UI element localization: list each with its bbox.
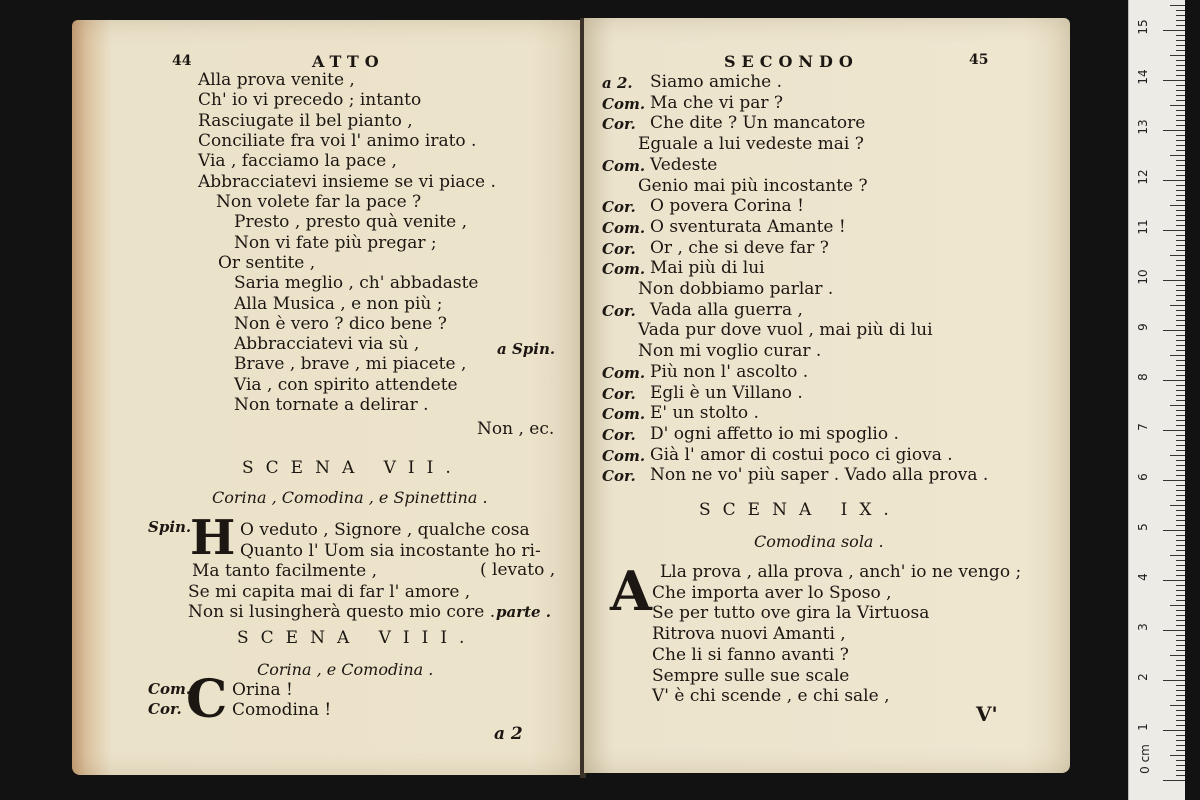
ruler-tick <box>1176 215 1185 216</box>
ruler-tick <box>1176 410 1185 411</box>
ruler-tick <box>1176 725 1185 726</box>
speaker-label: Cor. <box>602 198 636 217</box>
verse-line: Brave , brave , mi piacete , <box>234 354 467 375</box>
speaker-label: Com. <box>602 218 646 237</box>
ruler-label: 0 cm <box>1138 744 1152 774</box>
verse-line: Abbracciatevi insieme se vi piace . <box>198 171 496 192</box>
ruler-tick <box>1176 440 1185 441</box>
ruler-tick <box>1176 165 1185 166</box>
dialogue-line: Non mi voglio curar . <box>638 341 822 362</box>
ruler-tick <box>1176 710 1185 711</box>
ruler-tick <box>1176 500 1185 501</box>
speaker-label: Com. <box>602 156 646 175</box>
ruler-tick <box>1176 610 1185 611</box>
ruler-tick <box>1176 395 1185 396</box>
stage-direction-non-ec: Non , ec. <box>477 419 555 439</box>
measuring-ruler <box>1128 0 1185 800</box>
ruler-tick <box>1176 60 1185 61</box>
verse-line: Che importa aver lo Sposo , <box>652 582 892 603</box>
ruler-tick <box>1176 470 1185 471</box>
speaker-label: Com. <box>602 405 646 424</box>
verse-line: Saria meglio , ch' abbadaste <box>234 273 479 294</box>
scene-8-line-1: Orina ! <box>232 680 293 700</box>
ruler-tick <box>1163 480 1185 481</box>
ruler-tick <box>1176 390 1185 391</box>
stage-direction-levato: ( levato , <box>480 560 556 580</box>
ruler-tick <box>1176 385 1185 386</box>
ruler-tick <box>1176 495 1185 496</box>
page-number-right: 45 <box>969 52 989 68</box>
ruler-tick <box>1176 20 1185 21</box>
ruler-tick <box>1176 220 1185 221</box>
verse-line: Non è vero ? dico bene ? <box>234 313 447 334</box>
ruler-tick <box>1176 325 1185 326</box>
ruler-label: 12 <box>1136 169 1150 185</box>
ruler-tick <box>1176 420 1185 421</box>
ruler-tick <box>1176 685 1185 686</box>
ruler-tick <box>1176 465 1185 466</box>
ruler-tick <box>1176 195 1185 196</box>
ruler-tick <box>1170 655 1185 656</box>
ruler-tick <box>1176 740 1185 741</box>
drop-cap-a: A <box>610 559 652 623</box>
dialogue-line: Or , che si deve far ? <box>650 237 829 258</box>
ruler-tick <box>1176 365 1185 366</box>
speaker-label: Com. <box>602 94 646 113</box>
verse-line: Non volete far la pace ? <box>216 192 422 212</box>
scene-9-heading: SCENA IX. <box>699 500 901 520</box>
ruler-tick <box>1176 450 1185 451</box>
ruler-tick <box>1176 270 1185 271</box>
ruler-tick <box>1176 265 1185 266</box>
ruler-tick <box>1176 540 1185 541</box>
verse-line: Sempre sulle sue scale <box>652 665 850 686</box>
ruler-label: 7 <box>1136 423 1150 431</box>
dialogue-line: Vada pur dove vuol , mai più di lui <box>638 320 933 341</box>
ruler-tick <box>1176 100 1185 101</box>
ruler-tick <box>1176 345 1185 346</box>
ruler-tick <box>1176 25 1185 26</box>
ruler-tick <box>1176 70 1185 71</box>
ruler-tick <box>1176 45 1185 46</box>
verse-line: V' è chi scende , e chi sale , <box>652 686 890 707</box>
ruler-tick <box>1176 400 1185 401</box>
dialogue-line: Mai più di lui <box>650 258 765 279</box>
speaker-com: Com. <box>148 680 192 698</box>
scene-8-heading: SCENA VIII. <box>237 628 477 648</box>
dialogue-line: O povera Corina ! <box>650 196 804 217</box>
ruler-tick <box>1176 570 1185 571</box>
verse-line: Conciliate fra voi l' animo irato . <box>198 130 477 151</box>
verse-line: Abbracciatevi via sù , <box>234 334 420 355</box>
ruler-tick <box>1170 705 1185 706</box>
ruler-tick <box>1176 765 1185 766</box>
drop-cap-h: H <box>190 510 236 566</box>
ruler-tick <box>1170 155 1185 156</box>
ruler-label: 14 <box>1136 69 1150 85</box>
speaker-label: Cor. <box>602 467 636 486</box>
ruler-tick <box>1176 140 1185 141</box>
dialogue-line: Siamo amiche . <box>650 72 783 92</box>
ruler-tick <box>1163 180 1185 181</box>
ruler-tick <box>1176 295 1185 296</box>
ruler-tick <box>1176 300 1185 301</box>
ruler-tick <box>1176 635 1185 636</box>
ruler-tick <box>1176 475 1185 476</box>
ruler-tick <box>1176 35 1185 36</box>
ruler-tick <box>1163 580 1185 581</box>
ruler-tick <box>1163 680 1185 681</box>
ruler-tick <box>1176 170 1185 171</box>
scene-8-line-2: Comodina ! <box>232 700 332 720</box>
ruler-tick <box>1176 125 1185 126</box>
verse-line: Non vi fate più pregar ; <box>234 232 437 253</box>
ruler-tick <box>1163 230 1185 231</box>
ruler-tick <box>1163 780 1185 781</box>
verse-line: Via , facciamo la pace , <box>198 151 397 172</box>
ruler-tick <box>1170 305 1185 306</box>
ruler-tick <box>1176 525 1185 526</box>
drop-cap-c: C <box>186 669 228 730</box>
dialogue-line: Non dobbiamo parlar . <box>638 279 834 299</box>
speaker-label: a 2. <box>602 74 633 92</box>
running-header-right: SECONDO <box>724 52 859 71</box>
ruler-tick <box>1176 735 1185 736</box>
ruler-tick <box>1176 335 1185 336</box>
dialogue-line: D' ogni affetto io mi spoglio . <box>650 423 899 444</box>
ruler-tick <box>1176 670 1185 671</box>
ruler-tick <box>1170 205 1185 206</box>
ruler-tick <box>1176 10 1185 11</box>
ruler-tick <box>1170 405 1185 406</box>
ruler-tick <box>1176 370 1185 371</box>
stage-direction-parte: parte . <box>496 603 552 621</box>
ruler-tick <box>1176 585 1185 586</box>
ruler-tick <box>1163 80 1185 81</box>
ruler-tick <box>1176 575 1185 576</box>
verse-line: Se mi capita mai di far l' amore , <box>188 581 471 602</box>
ruler-tick <box>1176 485 1185 486</box>
verse-line: Presto , presto quà venite , <box>234 212 468 233</box>
ruler-tick <box>1176 700 1185 701</box>
speaker-label: Com. <box>602 260 646 279</box>
ruler-tick <box>1176 565 1185 566</box>
ruler-tick <box>1176 160 1185 161</box>
ruler-tick <box>1176 75 1185 76</box>
ruler-tick <box>1176 225 1185 226</box>
ruler-tick <box>1163 130 1185 131</box>
ruler-label: 6 <box>1136 473 1150 481</box>
ruler-tick <box>1176 185 1185 186</box>
running-header-left: ATTO <box>312 52 385 71</box>
ruler-tick <box>1176 460 1185 461</box>
ruler-tick <box>1163 380 1185 381</box>
speaker-cor: Cor. <box>148 700 182 718</box>
ruler-tick <box>1176 360 1185 361</box>
ruler-tick <box>1176 245 1185 246</box>
ruler-tick <box>1176 260 1185 261</box>
ruler-tick <box>1163 30 1185 31</box>
ruler-tick <box>1176 200 1185 201</box>
ruler-tick <box>1170 455 1185 456</box>
ruler-tick <box>1176 85 1185 86</box>
ruler-label: 10 <box>1136 269 1150 285</box>
ruler-tick <box>1163 280 1185 281</box>
ruler-tick <box>1170 5 1185 6</box>
ruler-tick <box>1176 660 1185 661</box>
verse-line: O veduto , Signore , qualche cosa <box>240 520 530 540</box>
verse-line: Ma tanto facilmente , <box>192 561 377 582</box>
dialogue-line: Che dite ? Un mancatore <box>650 113 866 134</box>
ruler-tick <box>1163 430 1185 431</box>
ruler-label: 13 <box>1136 119 1150 135</box>
scene-9-characters: Comodina sola . <box>754 532 884 551</box>
ruler-tick <box>1176 550 1185 551</box>
ruler-tick <box>1176 640 1185 641</box>
speaker-label: Cor. <box>602 301 636 320</box>
ruler-tick <box>1176 600 1185 601</box>
speaker-label: Com. <box>602 363 646 382</box>
ruler-tick <box>1176 135 1185 136</box>
ruler-tick <box>1176 535 1185 536</box>
ruler-tick <box>1176 95 1185 96</box>
ruler-tick <box>1176 620 1185 621</box>
verse-line: Che li si fanno avanti ? <box>652 644 849 665</box>
ruler-tick <box>1176 625 1185 626</box>
right-page <box>584 18 1070 773</box>
ruler-tick <box>1176 310 1185 311</box>
verse-line: Alla Musica , e non più ; <box>234 293 443 314</box>
ruler-tick <box>1176 775 1185 776</box>
ruler-tick <box>1176 415 1185 416</box>
ruler-tick <box>1176 115 1185 116</box>
ruler-tick <box>1163 330 1185 331</box>
ruler-tick <box>1176 350 1185 351</box>
ruler-tick <box>1176 615 1185 616</box>
speaker-label: Cor. <box>602 239 636 258</box>
ruler-tick <box>1176 320 1185 321</box>
verse-line: Ch' io vi precedo ; intanto <box>198 90 422 111</box>
ruler-tick <box>1176 425 1185 426</box>
ruler-tick <box>1176 490 1185 491</box>
ruler-tick <box>1176 745 1185 746</box>
ruler-tick <box>1176 510 1185 511</box>
speaker-label: Cor. <box>602 384 636 403</box>
ruler-tick <box>1176 90 1185 91</box>
ruler-tick <box>1170 605 1185 606</box>
dialogue-line: Vada alla guerra , <box>650 299 803 320</box>
dialogue-line: Egli è un Villano . <box>650 382 803 403</box>
ruler-tick <box>1176 40 1185 41</box>
stage-direction-a-spin: a Spin. <box>497 340 556 358</box>
left-page <box>72 20 582 775</box>
scene-7-heading: SCENA VII. <box>242 458 463 478</box>
speaker-label: Com. <box>602 446 646 465</box>
ruler-label: 4 <box>1136 573 1150 581</box>
ruler-tick <box>1176 595 1185 596</box>
ruler-tick <box>1176 695 1185 696</box>
ruler-tick <box>1176 760 1185 761</box>
ruler-tick <box>1176 545 1185 546</box>
ruler-tick <box>1176 340 1185 341</box>
ruler-label: 3 <box>1136 623 1150 631</box>
ruler-tick <box>1176 770 1185 771</box>
catchword-left: a 2 <box>494 724 523 744</box>
ruler-tick <box>1163 630 1185 631</box>
ruler-tick <box>1176 290 1185 291</box>
speaker-label: Cor. <box>602 115 636 134</box>
dialogue-line: Eguale a lui vedeste mai ? <box>638 134 864 155</box>
ruler-label: 1 <box>1136 723 1150 731</box>
ruler-tick <box>1176 650 1185 651</box>
ruler-label: 11 <box>1136 219 1150 235</box>
verse-line: Non tornate a delirar . <box>234 395 429 415</box>
scene-8-characters: Corina , e Comodina . <box>257 660 434 679</box>
ruler-label: 9 <box>1136 323 1150 331</box>
ruler-tick <box>1170 255 1185 256</box>
verse-line: Lla prova , alla prova , anch' io ne vengo ; <box>660 562 1022 582</box>
ruler-tick <box>1176 145 1185 146</box>
dialogue-line: Vedeste <box>650 154 718 175</box>
dialogue-line: O sventurata Amante ! <box>650 216 846 237</box>
ruler-label: 5 <box>1136 523 1150 531</box>
dialogue-line: Ma che vi par ? <box>650 92 783 113</box>
ruler-tick <box>1176 15 1185 16</box>
ruler-tick <box>1176 720 1185 721</box>
dialogue-line: Già l' amor di costui poco ci giova . <box>650 444 953 465</box>
verse-line: Se per tutto ove gira la Virtuosa <box>652 603 930 624</box>
ruler-tick <box>1176 240 1185 241</box>
ruler-tick <box>1176 285 1185 286</box>
ruler-tick <box>1176 65 1185 66</box>
ruler-tick <box>1170 355 1185 356</box>
ruler-tick <box>1176 750 1185 751</box>
ruler-tick <box>1176 675 1185 676</box>
ruler-tick <box>1176 520 1185 521</box>
verse-line: Via , con spirito attendete <box>234 374 458 395</box>
verse-line: Ritrova nuovi Amanti , <box>652 624 846 645</box>
ruler-tick <box>1176 715 1185 716</box>
dialogue-line: E' un stolto . <box>650 403 759 424</box>
ruler-tick <box>1176 250 1185 251</box>
ruler-tick <box>1176 590 1185 591</box>
ruler-tick <box>1170 555 1185 556</box>
verse-line: Or sentite , <box>218 252 316 273</box>
ruler-tick <box>1176 315 1185 316</box>
page-number-left: 44 <box>172 53 192 69</box>
dialogue-line: Più non l' ascolto . <box>650 361 809 382</box>
ruler-tick <box>1176 275 1185 276</box>
ruler-label: 15 <box>1136 19 1150 35</box>
ruler-tick <box>1176 645 1185 646</box>
ruler-tick <box>1176 120 1185 121</box>
ruler-tick <box>1170 755 1185 756</box>
ruler-tick <box>1163 530 1185 531</box>
ruler-tick <box>1176 690 1185 691</box>
catchword-right: V' <box>976 702 998 726</box>
ruler-tick <box>1176 50 1185 51</box>
ruler-tick <box>1176 515 1185 516</box>
scene-7-characters: Corina , Comodina , e Spinettina . <box>212 488 488 507</box>
verse-line: Rasciugate il bel pianto , <box>198 110 413 131</box>
ruler-tick <box>1176 435 1185 436</box>
verse-line: Quanto l' Uom sia incostante ho ri- <box>240 540 541 561</box>
ruler-label: 2 <box>1136 673 1150 681</box>
dialogue-line: Non ne vo' più saper . Vado alla prova . <box>650 465 989 486</box>
speaker-label: Cor. <box>602 425 636 444</box>
ruler-tick <box>1170 55 1185 56</box>
ruler-tick <box>1170 505 1185 506</box>
ruler-tick <box>1176 560 1185 561</box>
ruler-tick <box>1176 190 1185 191</box>
ruler-label: 8 <box>1136 373 1150 381</box>
ruler-tick <box>1176 150 1185 151</box>
ruler-tick <box>1163 730 1185 731</box>
ruler-tick <box>1176 110 1185 111</box>
verse-line: Alla prova venite , <box>198 70 355 90</box>
ruler-tick <box>1176 210 1185 211</box>
ruler-tick <box>1176 445 1185 446</box>
ruler-tick <box>1176 375 1185 376</box>
dialogue-line: Genio mai più incostante ? <box>638 175 868 196</box>
ruler-tick <box>1176 235 1185 236</box>
verse-line: Non si lusingherà questo mio core . <box>188 602 496 623</box>
ruler-tick <box>1176 665 1185 666</box>
speaker-spin: Spin. <box>148 518 192 536</box>
ruler-tick <box>1176 175 1185 176</box>
ruler-tick <box>1170 105 1185 106</box>
